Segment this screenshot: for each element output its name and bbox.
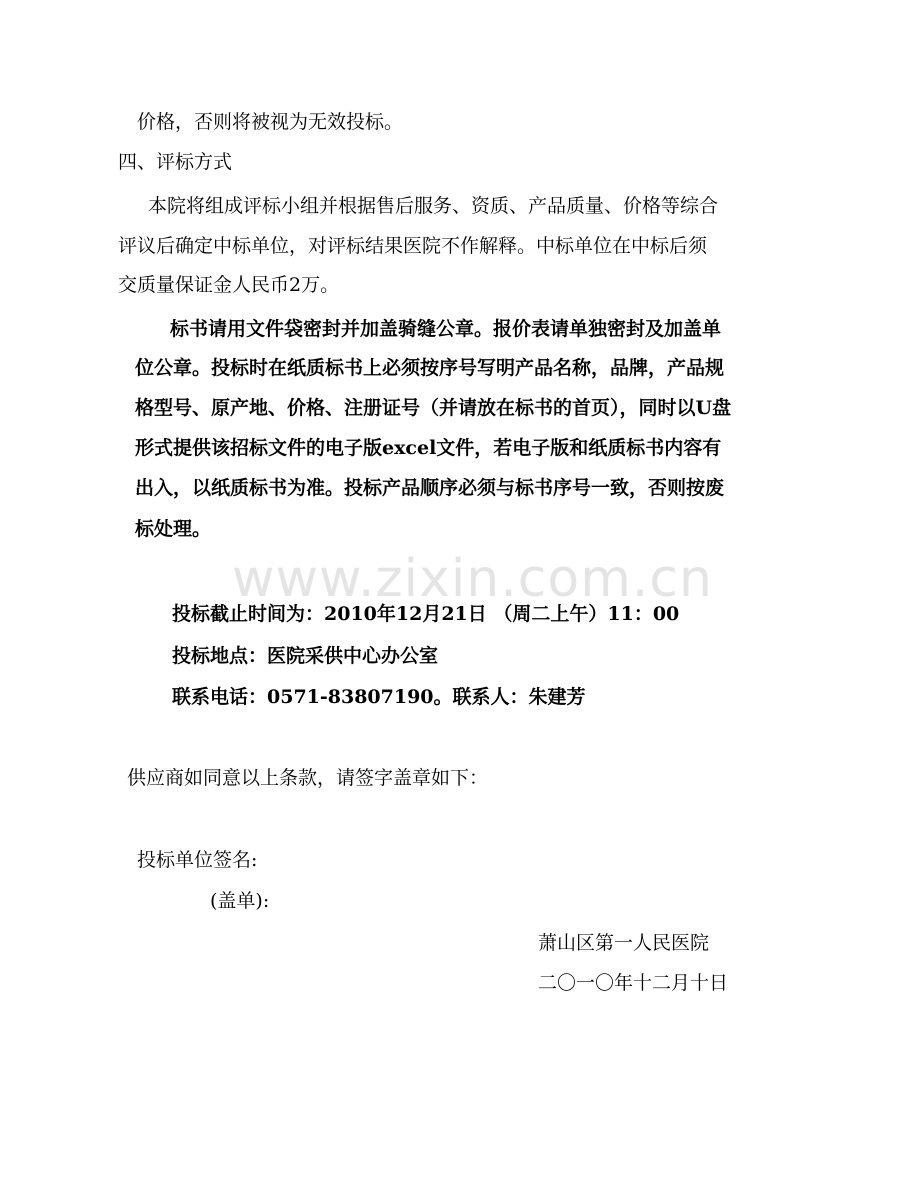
contact-line: 联系电话：0571-83807190。联系人：朱建芳 — [172, 686, 586, 708]
location-line: 投标地点：医院采供中心办公室 — [172, 645, 439, 667]
bidder-signature-label: 投标单位签名: — [137, 849, 258, 871]
watermark: www.zixin.com.cn — [232, 549, 713, 609]
price-line: 价格，否则将被视为无效投标。 — [137, 111, 404, 133]
paragraph-line: 本院将组成评标小组并根据售后服务、资质、产品质量、价格等综合 — [148, 195, 719, 217]
seal-label: (盖单): — [210, 890, 270, 912]
paragraph-line: 位公章。投标时在纸质标书上必须按序号写明产品名称，品牌，产品规 — [135, 357, 725, 379]
paragraph-line: 标书请用文件袋密封并加盖骑缝公章。报价表请单独密封及加盖单 — [170, 318, 722, 340]
paragraph-line: 评议后确定中标单位，对评标结果医院不作解释。中标单位在中标后须 — [118, 235, 708, 257]
hospital-name: 萧山区第一人民医院 — [538, 932, 710, 954]
section-heading: 四、评标方式 — [118, 151, 233, 173]
supplier-agreement: 供应商如同意以上条款，请签字盖章如下： — [127, 767, 489, 789]
paragraph-line: 标处理。 — [135, 518, 212, 540]
deadline-line: 投标截止时间为：2010年12月21日 （周二上午）11：00 — [172, 603, 680, 625]
paragraph-line: 出入，以纸质标书为准。投标产品顺序必须与标书序号一致，否则按废 — [135, 477, 725, 499]
paragraph-line: 交质量保证金人民币2万。 — [118, 274, 340, 296]
paragraph-line: 形式提供该招标文件的电子版excel文件，若电子版和纸质标书内容有 — [135, 437, 722, 459]
paragraph-line: 格型号、原产地、价格、注册证号（并请放在标书的首页），同时以U盘 — [135, 397, 732, 419]
document-date: 二〇一〇年十二月十日 — [538, 972, 729, 994]
